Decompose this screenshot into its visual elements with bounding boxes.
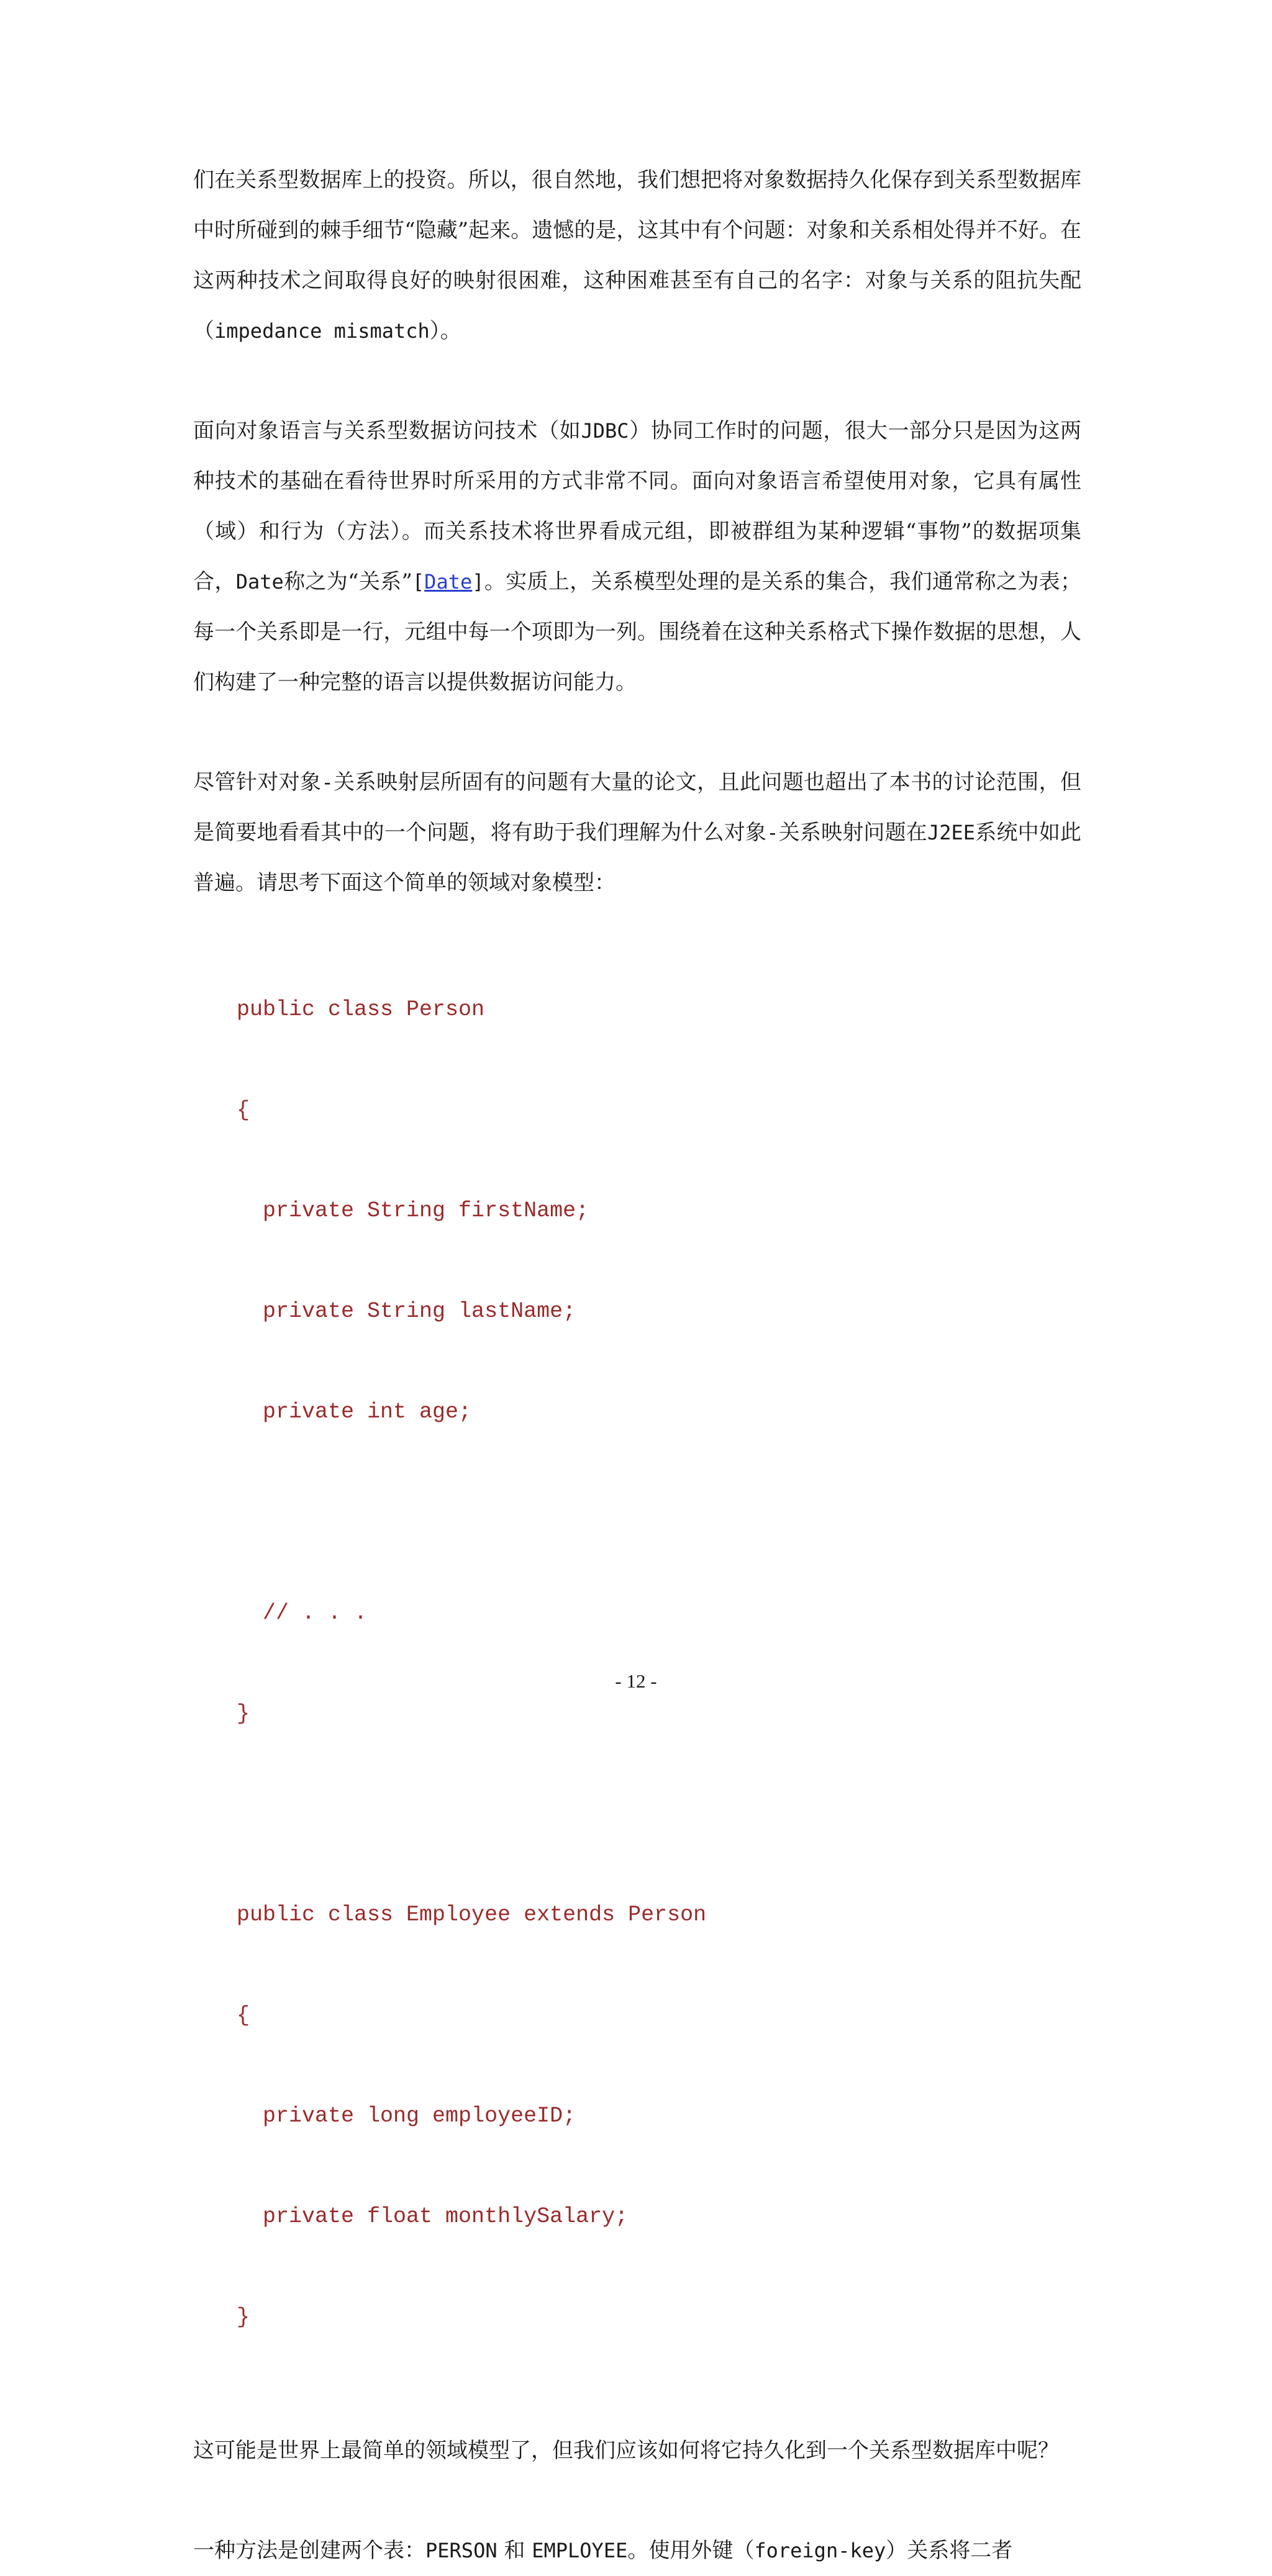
term-date: Date [235,570,284,594]
paragraph-impedance-mismatch [193,155,1081,356]
document-page [193,155,1081,2576]
paragraph-simplest-model [193,2426,1081,2476]
paragraph-text: 们在关系型数据库上的投资。所以，很自然地，我们想把将对象数据持久化保存到关系型数据库中时所碰到的棘手细节“隐藏”起来。遗憾的是，这其中有个问题：对象和关系相处得并不好。在这两种技术之间取得良好的映射很困难，这种困难甚至有自己的名字：对象与关系的阻抗失配（ [193,168,1081,343]
citation-bracket-close: ] [472,570,484,594]
paragraph-two-tables [193,2526,1081,2576]
page-number: - 12 - [615,1670,657,1692]
paragraph-text: 和 [497,2538,532,2563]
term-j2ee: J2EE [927,821,976,844]
citation-link-date[interactable]: Date [424,570,473,594]
code-line: private int age; [237,1399,472,1424]
paragraph-text: 一种方法是创建两个表： [193,2538,425,2563]
term-foreign-key: foreign-key [754,2539,886,2562]
paragraph-text: 面向对象语言与关系型数据访问技术（如 [193,418,581,443]
paragraph-text: 这可能是世界上最简单的领域模型了，但我们应该如何将它持久化到一个关系型数据库中呢？ [193,2438,1059,2463]
paragraph-text: 关系映射问题在 [778,820,927,845]
paragraph-oo-vs-relational [193,406,1081,708]
code-line [237,1496,1081,1529]
paragraph-text: 。使用外键（ [627,2538,755,2563]
paragraph-text: 关系映射层所固有的问题有大量的论文，且此问题也超出了本书的讨论范围，但是简要地看看其中的一个问题，将有助于我们理解为什么对象 [193,770,1082,845]
code-line: private long employeeID; [237,2104,576,2128]
paragraph-text: ）。 [429,319,461,343]
code-line: // . . . [237,1601,368,1625]
term-jdbc: JDBC [581,419,629,443]
paragraph-text: 称之为“关系” [283,569,412,594]
code-line: public class Employee extends Person [237,1902,707,1927]
paragraph-text: 尽管针对对象 [193,770,322,795]
code-line: { [237,2003,250,2028]
code-line: public class Person [237,997,485,1022]
paragraph-text: 系统中如此普遍。请思考下面这个简单的领域对象模型： [193,820,1082,895]
code-line: private String firstName; [237,1198,589,1223]
term-person-table: PERSON [425,2539,497,2562]
code-listing [237,926,1081,2401]
paragraph-text: ）关系将二者 [886,2538,1013,2563]
code-line: private float monthlySalary; [237,2204,629,2229]
paragraph-text: ）协同工作时的问题，很大一部分只是因为这两种技术的基础在看待世界时所采用的方式非常不同。面向对象语言希望使用对象，它具有属性（域）和行为（方法）。而关系技术将世界看成元组，即被群组为某种逻辑“事物”的数据项集合， [193,418,1082,594]
term-impedance-mismatch: impedance mismatch [214,319,430,343]
code-line: private String lastName; [237,1299,576,1324]
code-line: } [237,2305,250,2330]
hyphen: - [766,821,779,844]
paragraph-orm-problem [193,757,1081,908]
code-line: } [237,1701,250,1726]
code-line: { [237,1098,250,1123]
paragraph-text: 。实质上，关系模型处理的是关系的集合，我们通常称之为表；每一个关系即是一行，元组中每一个项即为一列。围绕着在这种关系格式下操作数据的思想，人们构建了一种完整的语言以提供数据访问能力。 [193,569,1082,695]
hyphen: - [321,771,334,794]
term-employee-table: EMPLOYEE [532,2539,628,2562]
citation-bracket-open: [ [412,570,425,594]
